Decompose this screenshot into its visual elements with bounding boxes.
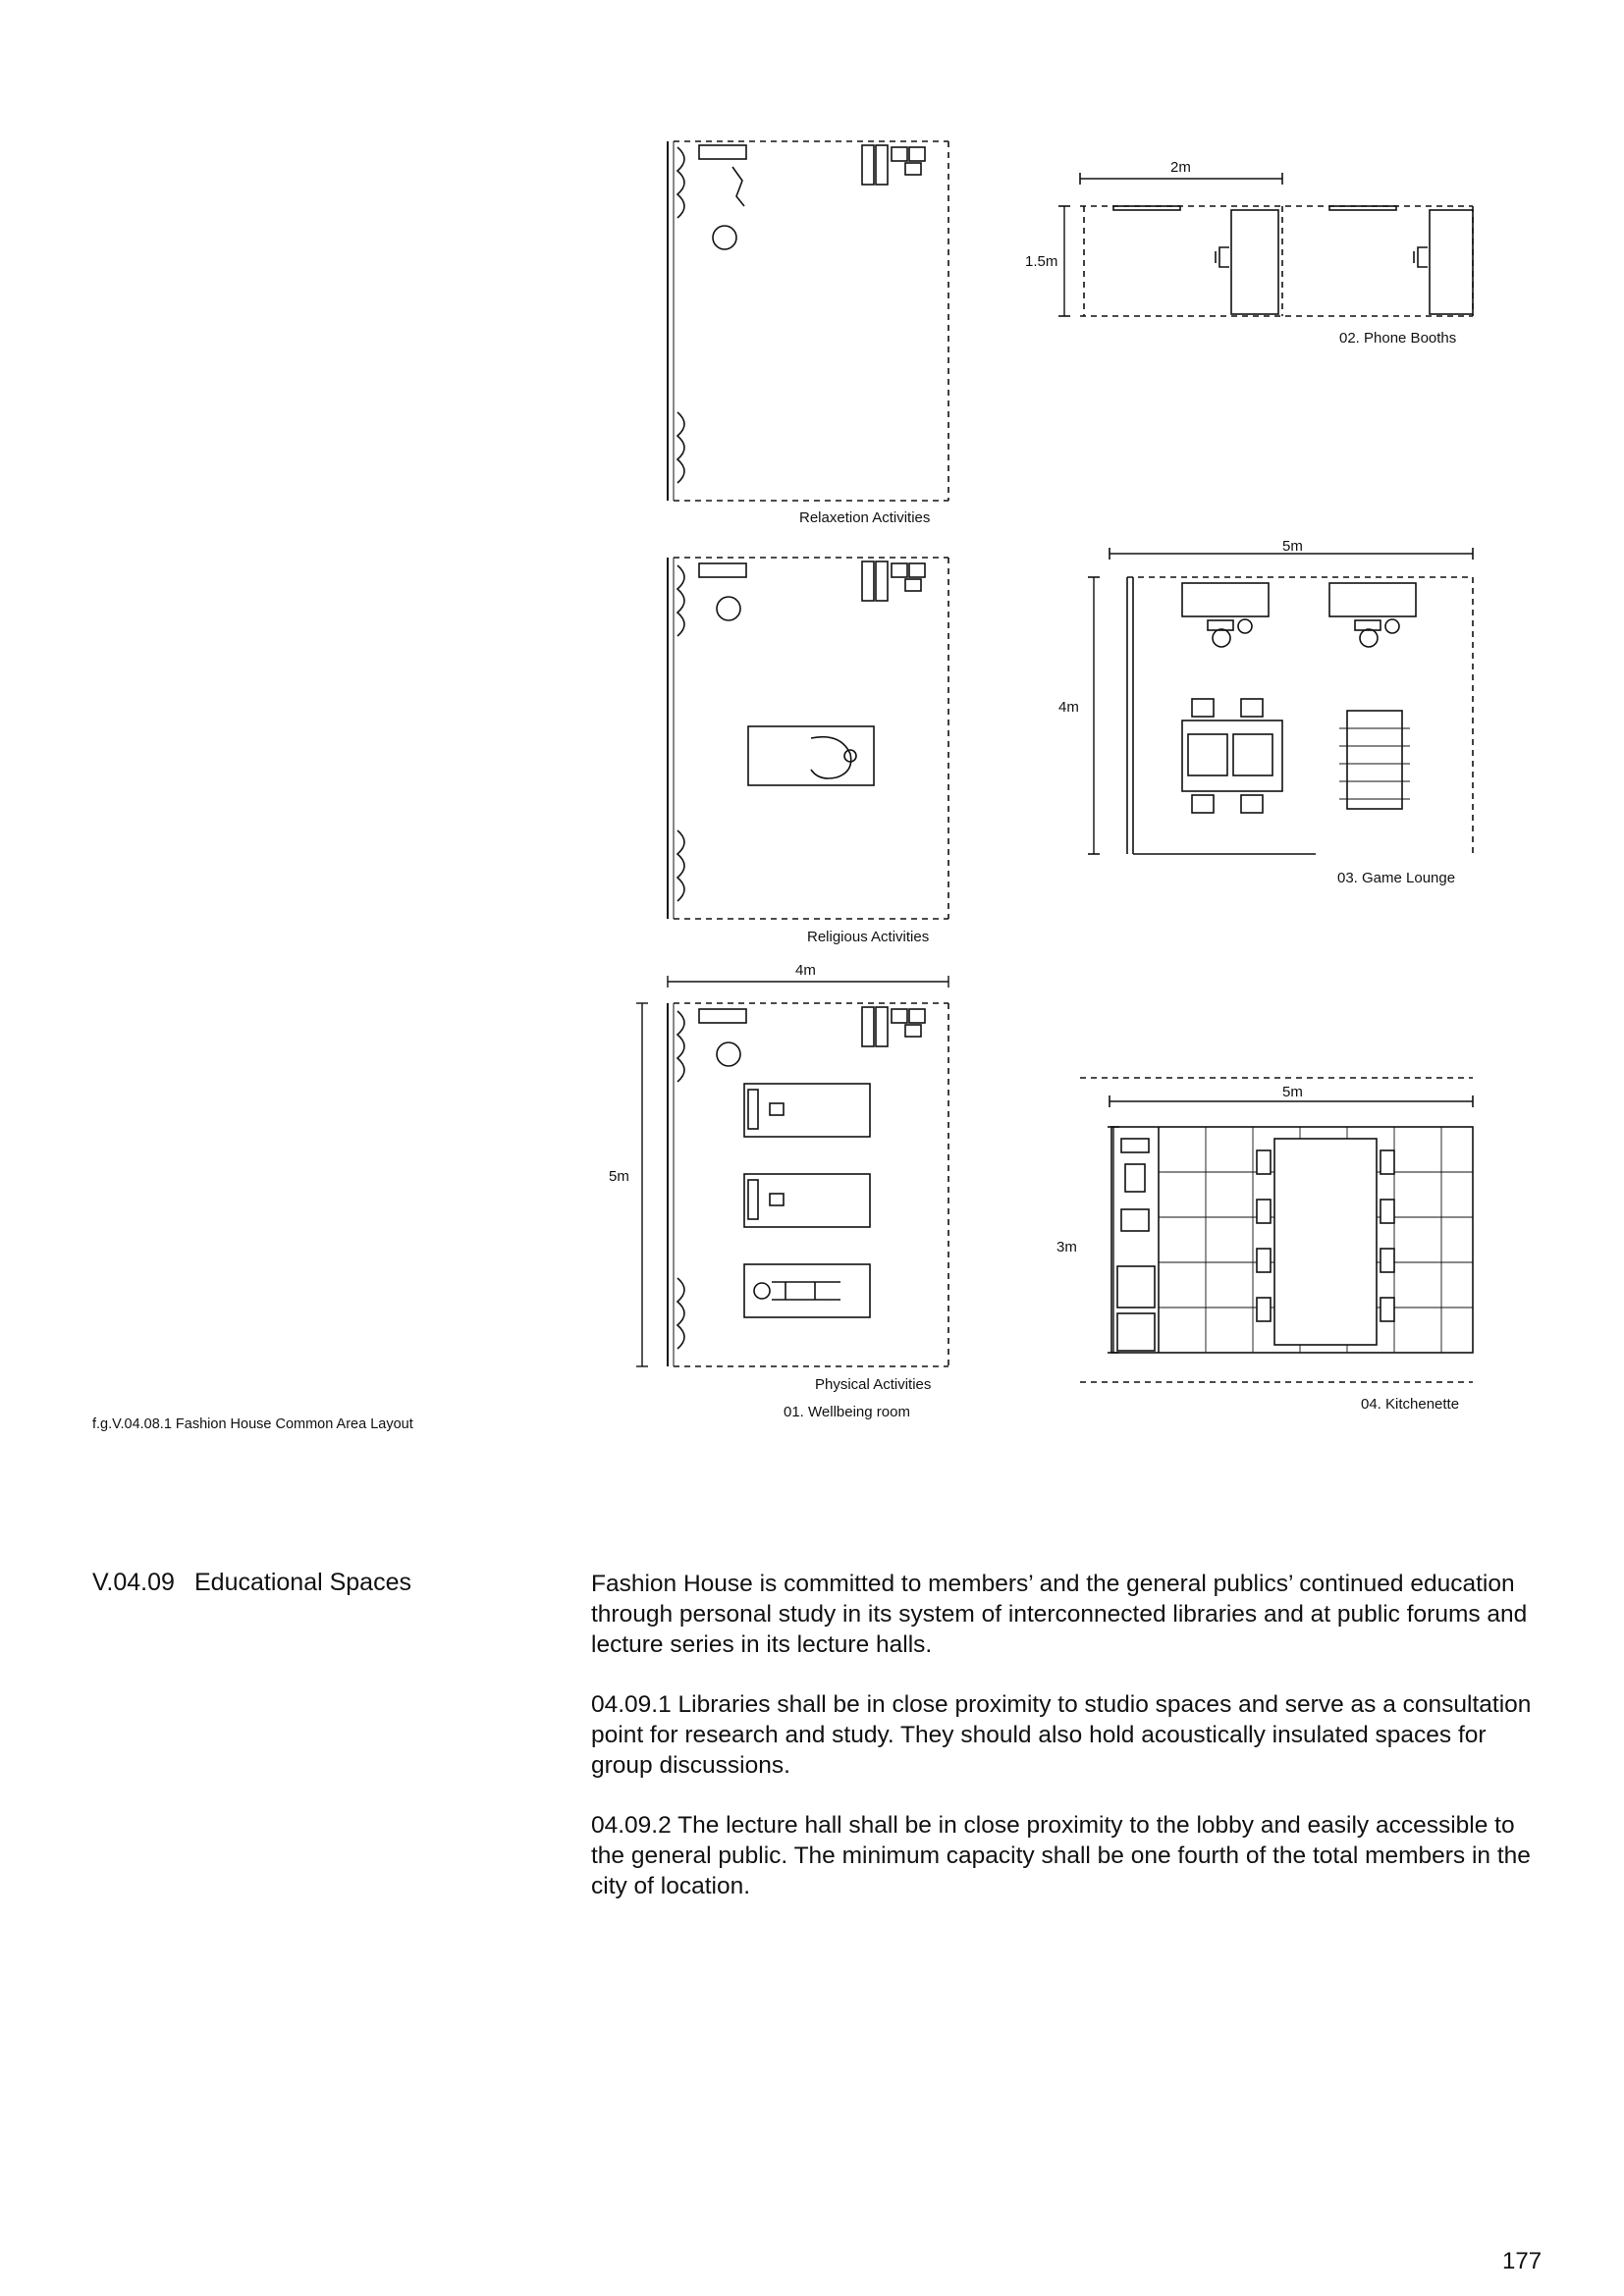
phone-booths-width-label: 2m (1170, 159, 1191, 176)
page-number: 177 (1502, 2248, 1543, 2274)
section-paragraph: 04.09.1 Libraries shall be in close proximity to studio spaces and serve as a consultation point for research and study. They should also hold acoustically insulated spaces for group discussions. (591, 1691, 1532, 1779)
kitchenette-title: 04. Kitchenette (1361, 1396, 1460, 1413)
game-lounge-width-label: 5m (1282, 538, 1303, 555)
physical-room-label: Physical Activities (815, 1376, 932, 1393)
game-lounge-title: 03. Game Lounge (1337, 870, 1456, 886)
game-lounge-plan (1088, 548, 1473, 854)
section-code: V.04.09 (92, 1569, 175, 1596)
wellbeing-height-label: 5m (609, 1168, 629, 1185)
phone-booths-title: 02. Phone Booths (1339, 330, 1457, 347)
kitchenette-plan (1080, 1078, 1473, 1382)
religious-room-label: Religious Activities (807, 929, 930, 945)
physical-room-plan (668, 1003, 948, 1366)
relaxation-room-label: Relaxetion Activities (799, 509, 931, 526)
figure-caption: f.g.V.04.08.1 Fashion House Common Area Layout (92, 1416, 413, 1432)
wellbeing-width-label: 4m (795, 962, 816, 979)
kitchenette-width-label: 5m (1282, 1084, 1303, 1100)
phone-booths-plan (1058, 173, 1473, 316)
game-lounge-height-label: 4m (1058, 699, 1079, 716)
relaxation-room-plan (668, 141, 948, 501)
kitchenette-height-label: 3m (1056, 1239, 1077, 1255)
section-title: Educational Spaces (194, 1569, 411, 1596)
phone-booths-height-label: 1.5m (1025, 253, 1058, 270)
section-paragraph: 04.09.2 The lecture hall shall be in close proximity to the lobby and easily accessible to the general public. The minimum capacity shall be one fourth of the total members in the city of location. (591, 1812, 1531, 1899)
wellbeing-room-title: 01. Wellbeing room (784, 1404, 910, 1420)
religious-room-plan (668, 558, 948, 919)
section-paragraph: Fashion House is committed to members’ and the general publics’ continued education through personal study in its system of interconnected libraries and at public forums and lecture series in its lecture halls. (591, 1571, 1528, 1658)
